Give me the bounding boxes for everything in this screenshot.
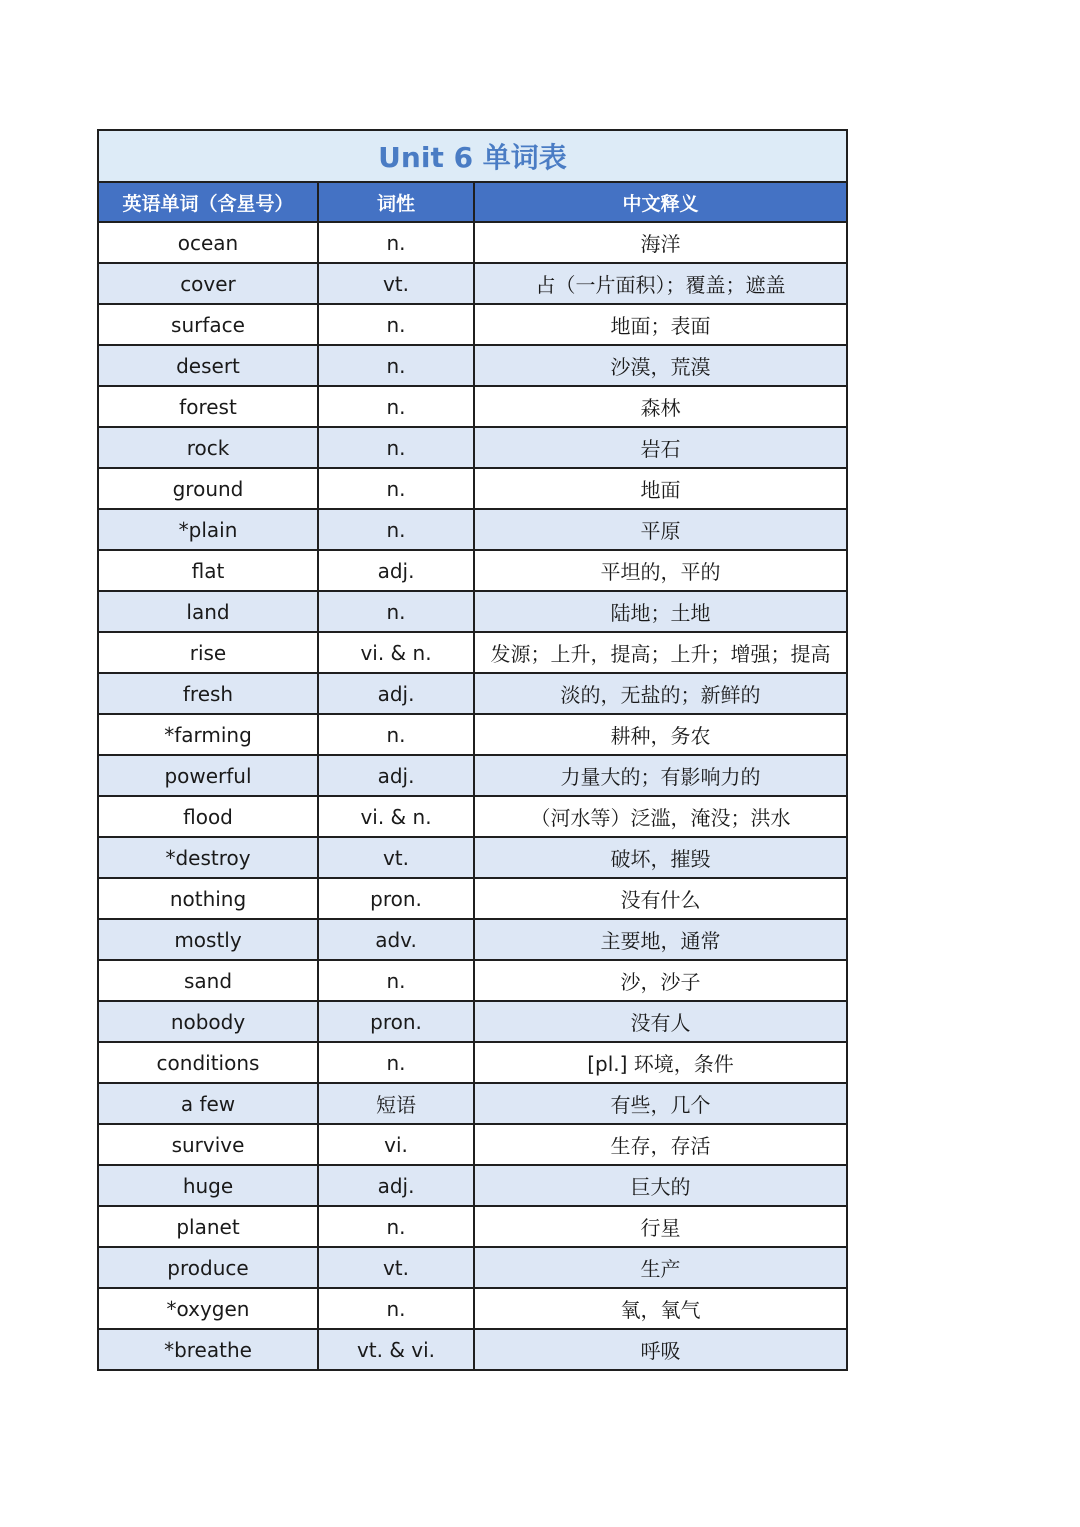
- cell-meaning: 发源；上升，提高；上升；增强；提高: [474, 632, 847, 673]
- table-row: [98, 919, 847, 960]
- cell-meaning: 耕种，务农: [474, 714, 847, 755]
- table-row: [98, 796, 847, 837]
- cell-meaning: 地面；表面: [474, 304, 847, 345]
- cell-pos: pron.: [318, 878, 474, 919]
- cell-word: a few: [98, 1083, 318, 1124]
- table-body: [98, 222, 847, 1370]
- cell-meaning: 森林: [474, 386, 847, 427]
- table-title: Unit 6 单词表: [98, 130, 847, 182]
- cell-meaning: 淡的，无盐的；新鲜的: [474, 673, 847, 714]
- cell-pos: n.: [318, 304, 474, 345]
- header-row: [98, 182, 847, 222]
- table-row: [98, 550, 847, 591]
- cell-pos: vi. & n.: [318, 632, 474, 673]
- cell-word: *plain: [98, 509, 318, 550]
- table-row: [98, 1124, 847, 1165]
- cell-meaning: 主要地，通常: [474, 919, 847, 960]
- table-row: [98, 1247, 847, 1288]
- cell-word: land: [98, 591, 318, 632]
- table-row: [98, 1083, 847, 1124]
- table-row: [98, 1165, 847, 1206]
- cell-word: huge: [98, 1165, 318, 1206]
- cell-meaning: 呼吸: [474, 1329, 847, 1370]
- cell-meaning: 沙，沙子: [474, 960, 847, 1001]
- table-row: [98, 222, 847, 263]
- cell-pos: vt.: [318, 263, 474, 304]
- cell-meaning: 没有人: [474, 1001, 847, 1042]
- cell-pos: adj.: [318, 1165, 474, 1206]
- cell-word: conditions: [98, 1042, 318, 1083]
- cell-meaning: 平坦的，平的: [474, 550, 847, 591]
- cell-meaning: 海洋: [474, 222, 847, 263]
- cell-pos: n.: [318, 960, 474, 1001]
- cell-pos: 短语: [318, 1083, 474, 1124]
- cell-word: mostly: [98, 919, 318, 960]
- cell-pos: adj.: [318, 673, 474, 714]
- cell-word: *breathe: [98, 1329, 318, 1370]
- cell-meaning: 沙漠，荒漠: [474, 345, 847, 386]
- cell-pos: n.: [318, 1288, 474, 1329]
- cell-word: desert: [98, 345, 318, 386]
- cell-word: flood: [98, 796, 318, 837]
- cell-meaning: 地面: [474, 468, 847, 509]
- cell-pos: n.: [318, 345, 474, 386]
- cell-word: nothing: [98, 878, 318, 919]
- table-row: [98, 878, 847, 919]
- cell-word: survive: [98, 1124, 318, 1165]
- table-row: [98, 468, 847, 509]
- cell-pos: n.: [318, 386, 474, 427]
- cell-word: *destroy: [98, 837, 318, 878]
- cell-pos: n.: [318, 1042, 474, 1083]
- cell-meaning: 有些，几个: [474, 1083, 847, 1124]
- cell-pos: vi.: [318, 1124, 474, 1165]
- cell-meaning: 占（一片面积）；覆盖；遮盖: [474, 263, 847, 304]
- cell-word: nobody: [98, 1001, 318, 1042]
- cell-word: sand: [98, 960, 318, 1001]
- cell-pos: vt.: [318, 1247, 474, 1288]
- cell-word: ground: [98, 468, 318, 509]
- table-row: [98, 837, 847, 878]
- cell-word: fresh: [98, 673, 318, 714]
- table-row: [98, 304, 847, 345]
- cell-meaning: 破坏，摧毁: [474, 837, 847, 878]
- table-row: [98, 509, 847, 550]
- cell-meaning: （河水等）泛滥，淹没；洪水: [474, 796, 847, 837]
- cell-word: *oxygen: [98, 1288, 318, 1329]
- cell-meaning: 生存，存活: [474, 1124, 847, 1165]
- cell-pos: vt. & vi.: [318, 1329, 474, 1370]
- cell-word: rock: [98, 427, 318, 468]
- cell-pos: adj.: [318, 550, 474, 591]
- cell-word: surface: [98, 304, 318, 345]
- cell-meaning: [pl.] 环境，条件: [474, 1042, 847, 1083]
- cell-pos: n.: [318, 468, 474, 509]
- cell-meaning: 陆地；土地: [474, 591, 847, 632]
- table-row: [98, 345, 847, 386]
- table-row: [98, 1042, 847, 1083]
- cell-pos: n.: [318, 427, 474, 468]
- cell-pos: vi. & n.: [318, 796, 474, 837]
- cell-word: flat: [98, 550, 318, 591]
- table-row: [98, 714, 847, 755]
- cell-pos: n.: [318, 591, 474, 632]
- cell-pos: n.: [318, 509, 474, 550]
- title-row: [98, 130, 847, 182]
- cell-word: *farming: [98, 714, 318, 755]
- table-row: [98, 1001, 847, 1042]
- table-row: [98, 632, 847, 673]
- cell-word: cover: [98, 263, 318, 304]
- cell-word: planet: [98, 1206, 318, 1247]
- cell-meaning: 行星: [474, 1206, 847, 1247]
- cell-meaning: 岩石: [474, 427, 847, 468]
- cell-meaning: 氧，氧气: [474, 1288, 847, 1329]
- header-word: 英语单词（含星号）: [98, 182, 318, 222]
- table-row: [98, 755, 847, 796]
- table-row: [98, 960, 847, 1001]
- cell-meaning: 平原: [474, 509, 847, 550]
- cell-pos: adv.: [318, 919, 474, 960]
- cell-meaning: 没有什么: [474, 878, 847, 919]
- cell-word: produce: [98, 1247, 318, 1288]
- table-row: [98, 673, 847, 714]
- table-row: [98, 386, 847, 427]
- cell-word: forest: [98, 386, 318, 427]
- cell-meaning: 生产: [474, 1247, 847, 1288]
- cell-word: ocean: [98, 222, 318, 263]
- cell-pos: n.: [318, 714, 474, 755]
- cell-word: powerful: [98, 755, 318, 796]
- cell-meaning: 巨大的: [474, 1165, 847, 1206]
- header-pos: 词性: [318, 182, 474, 222]
- table-row: [98, 1206, 847, 1247]
- table-row: [98, 1288, 847, 1329]
- table-row: [98, 591, 847, 632]
- table-row: [98, 263, 847, 304]
- table-row: [98, 1329, 847, 1370]
- cell-meaning: 力量大的；有影响力的: [474, 755, 847, 796]
- cell-pos: vt.: [318, 837, 474, 878]
- vocabulary-table: [97, 129, 848, 1371]
- cell-pos: n.: [318, 1206, 474, 1247]
- cell-word: rise: [98, 632, 318, 673]
- cell-pos: adj.: [318, 755, 474, 796]
- cell-pos: n.: [318, 222, 474, 263]
- cell-pos: pron.: [318, 1001, 474, 1042]
- header-meaning: 中文释义: [474, 182, 847, 222]
- table-row: [98, 427, 847, 468]
